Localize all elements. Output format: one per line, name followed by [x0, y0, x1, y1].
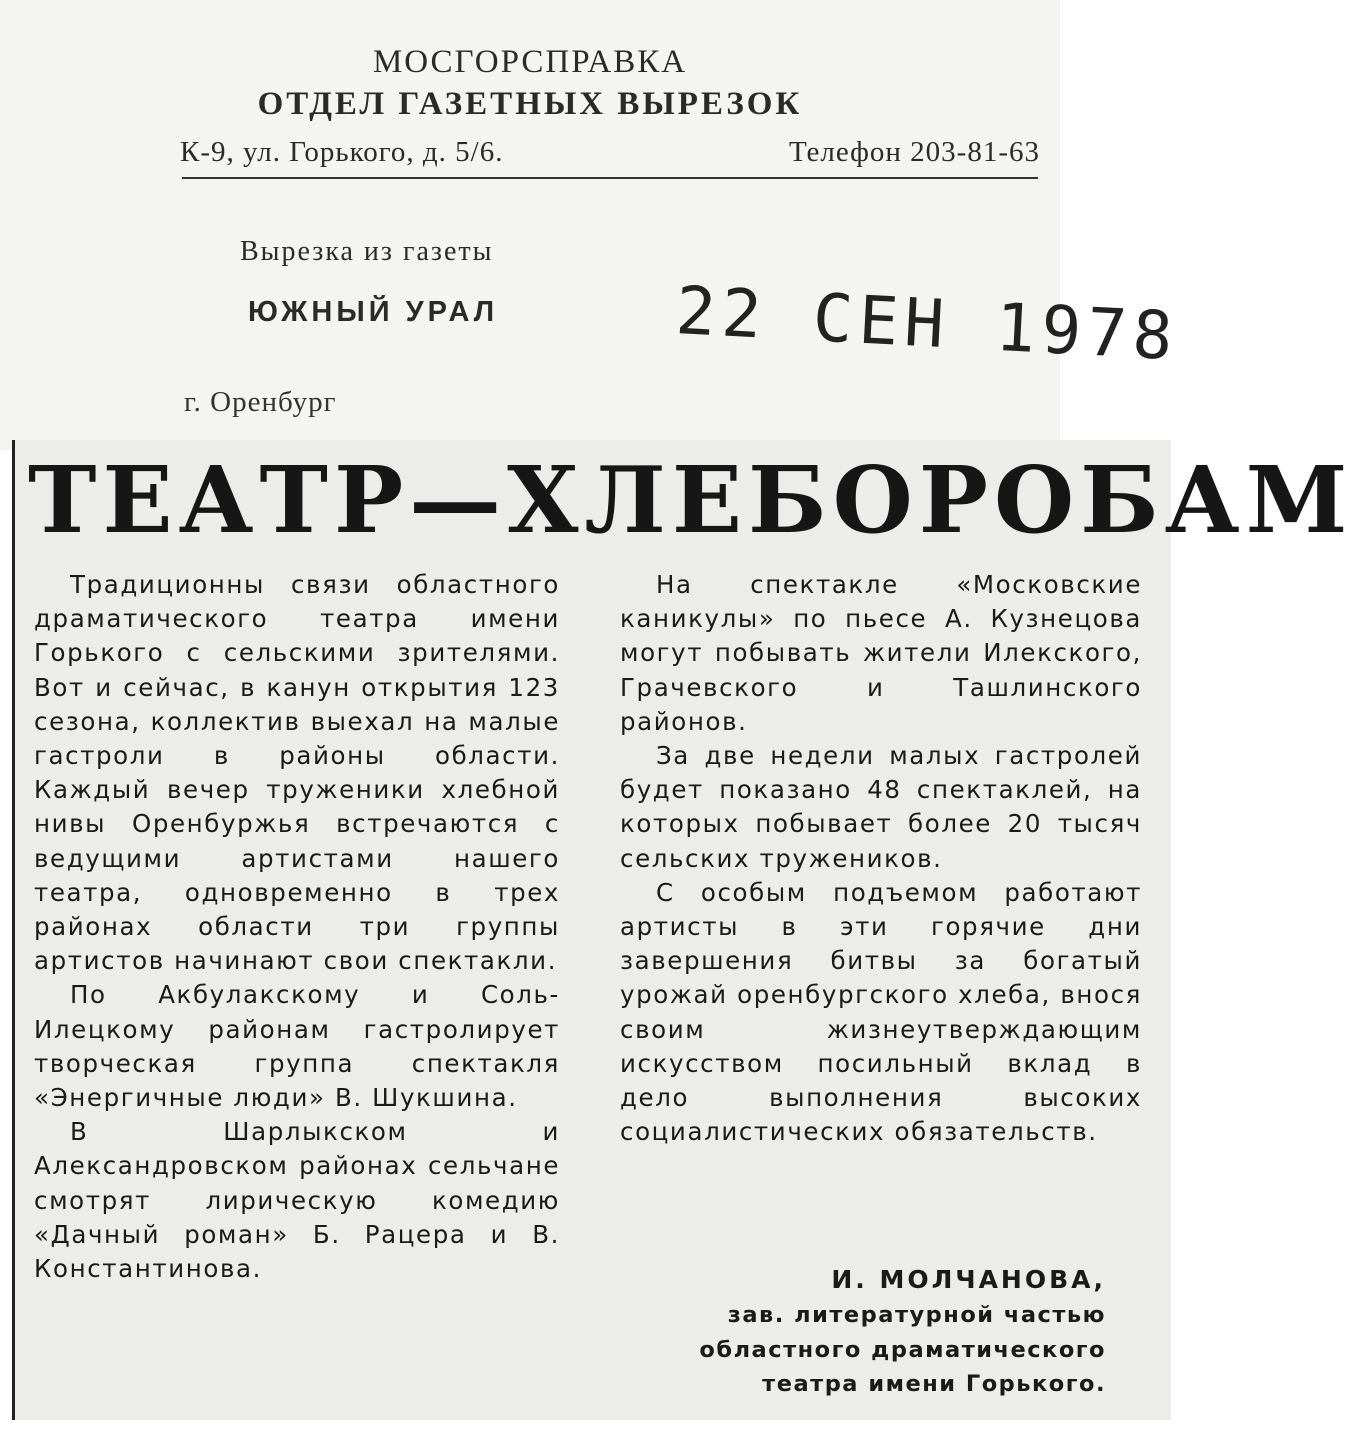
author-position-line: театра имени Горького. — [762, 1371, 1106, 1397]
paragraph: В Шарлыкском и Александровском районах сельчане смотрят лирическую комедию «Дачный роман» Б. Рацера и В. Константинова. — [34, 1117, 560, 1284]
address: К-9, ул. Горького, д. 5/6. — [180, 136, 504, 168]
paragraph: На спектакле «Московские каникулы» по пьесе А. Кузнецова могут побывать жители Илекского, Грачевского и Ташлинского районов. — [620, 570, 1142, 736]
date-stamp: 22 СЕН 1978 — [673, 272, 1181, 376]
newspaper-name: ЮЖНЫЙ УРАЛ — [248, 296, 499, 328]
author-signature — [620, 1262, 1106, 1402]
city-name: г. Оренбург — [184, 386, 337, 418]
header-divider — [182, 177, 1038, 179]
paragraph: С особым подъемом работают артисты в эти горячие дни завершения битвы за богатый урожай оренбургского хлеба, внося своим жизнеутверждающим искусством посильный вклад в дело выполнения высоких социалистических обязательств. — [620, 877, 1142, 1147]
phone: Телефон 203-81-63 — [788, 136, 1040, 168]
article-headline: ТЕАТР—ХЛЕБОРОБАМ — [28, 446, 1353, 554]
paragraph: По Акбулакскому и Соль-Илецкому районам гастролирует творческая группа спектакля «Энергичные люди» В. Шукшина. — [34, 980, 560, 1113]
org-name: МОСГОРСПРАВКА — [372, 44, 688, 80]
author-position-line: зав. литературной частью — [727, 1302, 1106, 1328]
department-name: ОТДЕЛ ГАЗЕТНЫХ ВЫРЕЗОК — [257, 86, 803, 122]
article-column-left — [34, 568, 560, 1286]
author-position-line: областного драматического — [699, 1336, 1106, 1363]
article-column-right — [620, 568, 1142, 1149]
author-name: И. МОЛЧАНОВА, — [831, 1265, 1106, 1294]
paragraph: За две недели малых гастролей будет показано 48 спектаклей, на которых побывает более 20 тысяч сельских тружеников. — [620, 741, 1142, 873]
address-row — [180, 136, 1040, 176]
paragraph: Традиционны связи областного драматического театра имени Горького с сельскими зрителями. Вот и сейчас, в канун открытия 123 сезона, коллектив выехал на малые гастроли в районы области. Каждый вечер труженики хлебной нивы Оренбуржья встречаются с ведущими артистами нашего театра, одновременно в трех районах области три группы артистов начинают свои спектакли. — [34, 570, 560, 976]
clip-label: Вырезка из газеты — [240, 236, 494, 267]
